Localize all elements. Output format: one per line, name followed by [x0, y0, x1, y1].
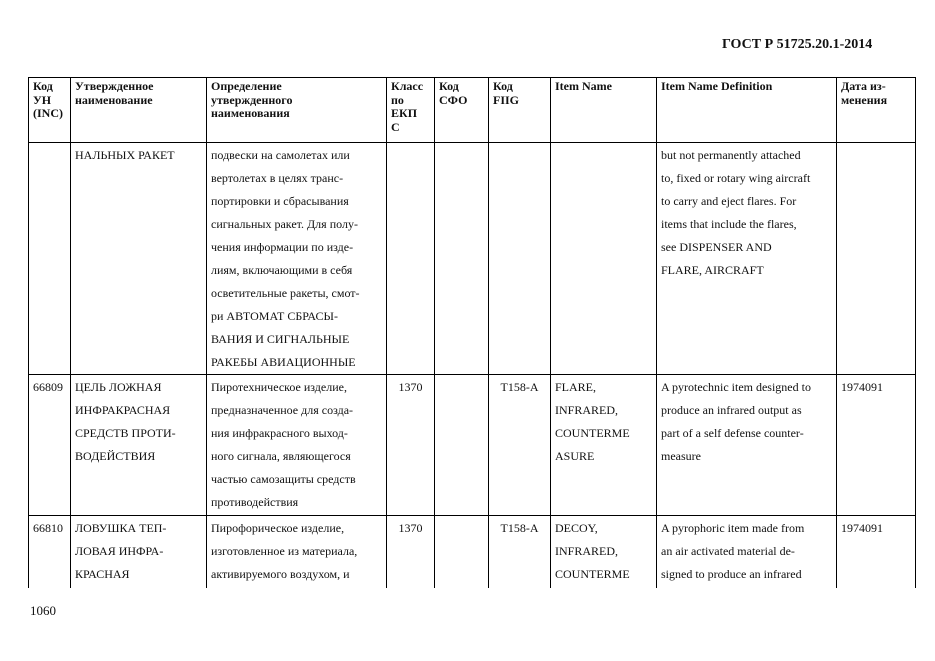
cell-definition	[207, 143, 387, 375]
cell-text-line: РАКЕБЫ АВИАЦИОННЫЕ	[211, 355, 356, 369]
cell-text-line: measure	[661, 449, 701, 463]
cell-text-line: see DISPENSER AND	[661, 240, 772, 254]
cell-approved-name	[71, 143, 207, 375]
cell-text-line: COUNTERME	[555, 426, 630, 440]
cell-text-line: Код	[33, 79, 53, 93]
cell-class	[387, 143, 435, 375]
cell-text-line: to, fixed or rotary wing aircraft	[661, 171, 811, 185]
header-change-date	[837, 78, 916, 143]
cell-text-line: ЛОВАЯ ИНФРА-	[75, 544, 164, 558]
cell-text-line: Item Name Definition	[661, 79, 773, 93]
cell-change-date	[837, 143, 916, 375]
cell-definition	[207, 516, 387, 588]
cell-text-line: изготовленное из материала,	[211, 544, 358, 558]
header-sfo	[435, 78, 489, 143]
cell-change-date: 1974091	[837, 375, 916, 516]
cell-text-line: активируемого воздухом, и	[211, 567, 350, 581]
cell-text-line: items that include the flares,	[661, 217, 797, 231]
cell-text-line: ИНФРАКРАСНАЯ	[75, 403, 171, 417]
cell-text-line: осветительные ракеты, смот-	[211, 286, 360, 300]
page-number: 1060	[30, 603, 56, 618]
cell-text-line: to carry and eject flares. For	[661, 194, 797, 208]
cell-text-line: INFRARED,	[555, 403, 619, 417]
cell-text-line: сигнальных ракет. Для полу-	[211, 217, 358, 231]
cell-fiig	[489, 143, 551, 375]
cell-approved-name	[71, 516, 207, 588]
cell-text-line: Пиротехническое изделие,	[211, 380, 347, 394]
table-row	[29, 143, 916, 375]
cell-text-line: С	[391, 119, 400, 134]
cell-text-line: ЕКП	[391, 106, 418, 120]
cell-text-line: наименования	[211, 106, 290, 120]
cell-text-line: COUNTERME	[555, 567, 630, 581]
cell-text-line: produce an infrared output as	[661, 403, 802, 417]
cell-text-line: Утвержденное	[75, 79, 154, 93]
cell-text-line: part of a self defense counter-	[661, 426, 804, 440]
cell-text-line: СФО	[439, 92, 468, 107]
cell-text-line: A pyrotechnic item designed to	[661, 380, 811, 394]
table-row	[29, 375, 916, 516]
cell-text-line: an air activated material de-	[661, 544, 795, 558]
cell-text-line: УН	[33, 92, 52, 107]
cell-inc: 66809	[29, 375, 71, 516]
cell-text-line: по	[391, 92, 404, 107]
cell-text-line: ЦЕЛЬ ЛОЖНАЯ	[75, 380, 162, 394]
cell-fiig: T158-A	[489, 375, 551, 516]
cell-text-line: портировки и сбрасывания	[211, 194, 349, 208]
cell-approved-name	[71, 375, 207, 516]
header-item-definition	[657, 78, 837, 143]
header-inc	[29, 78, 71, 143]
cell-text-line: INFRARED,	[555, 544, 619, 558]
cell-change-date: 1974091	[837, 516, 916, 588]
cell-text-line: Item Name	[555, 79, 612, 93]
header-class	[387, 78, 435, 143]
cell-text-line: чения информации по изде-	[211, 240, 354, 254]
cell-text-line: ВАНИЯ И СИГНАЛЬНЫЕ	[211, 332, 350, 346]
cell-text-line: КРАСНАЯ	[75, 567, 130, 581]
cell-text-line: вертолетах в целях транс-	[211, 171, 344, 185]
cell-text-line: ри АВТОМАТ СБРАСЫ-	[211, 309, 338, 323]
cell-item-definition	[657, 516, 837, 588]
cell-text-line: НАЛЬНЫХ РАКЕТ	[75, 148, 175, 162]
cell-text-line: but not permanently attached	[661, 148, 801, 162]
cell-item-name	[551, 143, 657, 375]
cell-text-line: DECOY,	[555, 521, 598, 535]
cell-inc	[29, 143, 71, 375]
cell-text-line: частью самозащиты средств	[211, 472, 356, 486]
cell-fiig: T158-A	[489, 516, 551, 588]
cell-text-line: ЛОВУШКА ТЕП-	[75, 521, 167, 535]
cell-text-line: ния инфракрасного выход-	[211, 426, 348, 440]
cell-text-line: Код	[493, 79, 513, 93]
cell-inc: 66810	[29, 516, 71, 588]
cell-text-line: утвержденного	[211, 92, 293, 107]
cell-text-line: ASURE	[555, 449, 595, 463]
cell-text-line: FLARE, AIRCRAFT	[661, 263, 764, 277]
cell-sfo	[435, 375, 489, 516]
cell-text-line: противодействия	[211, 495, 299, 509]
cell-text-line: менения	[841, 92, 888, 107]
cell-definition	[207, 375, 387, 516]
cell-sfo	[435, 143, 489, 375]
cell-item-definition	[657, 143, 837, 375]
cell-item-definition	[657, 375, 837, 516]
cell-text-line: signed to produce an infrared	[661, 567, 802, 581]
cell-text-line: Класс	[391, 79, 424, 93]
cell-class: 1370	[387, 516, 435, 588]
cell-text-line: Определение	[211, 79, 282, 93]
table-row	[29, 516, 916, 588]
cell-item-name	[551, 516, 657, 588]
cell-text-line: Пирофорическое изделие,	[211, 521, 345, 535]
item-name-table	[28, 77, 916, 588]
cell-text-line: Код	[439, 79, 459, 93]
header-approved-name	[71, 78, 207, 143]
cell-text-line: лиям, включающими в себя	[211, 263, 353, 277]
cell-text-line: предназначенное для созда-	[211, 403, 354, 417]
cell-text-line: ного сигнала, являющегося	[211, 449, 351, 463]
cell-text-line: Дата из-	[841, 79, 886, 93]
header-definition	[207, 78, 387, 143]
cell-item-name	[551, 375, 657, 516]
cell-text-line: FIIG	[493, 92, 520, 107]
cell-text-line: (INC)	[33, 106, 63, 120]
cell-text-line: наименование	[75, 92, 153, 107]
cell-sfo	[435, 516, 489, 588]
header-item-name	[551, 78, 657, 143]
cell-text-line: СРЕДСТВ ПРОТИ-	[75, 426, 176, 440]
cell-text-line: подвески на самолетах или	[211, 148, 350, 162]
cell-class: 1370	[387, 375, 435, 516]
cell-text-line: A pyrophoric item made from	[661, 521, 805, 535]
cell-text-line: FLARE,	[555, 380, 597, 394]
document-code: ГОСТ Р 51725.20.1-2014	[722, 37, 873, 52]
header-fiig	[489, 78, 551, 143]
table-header-row	[29, 78, 916, 143]
cell-text-line: ВОДЕЙСТВИЯ	[75, 449, 156, 463]
